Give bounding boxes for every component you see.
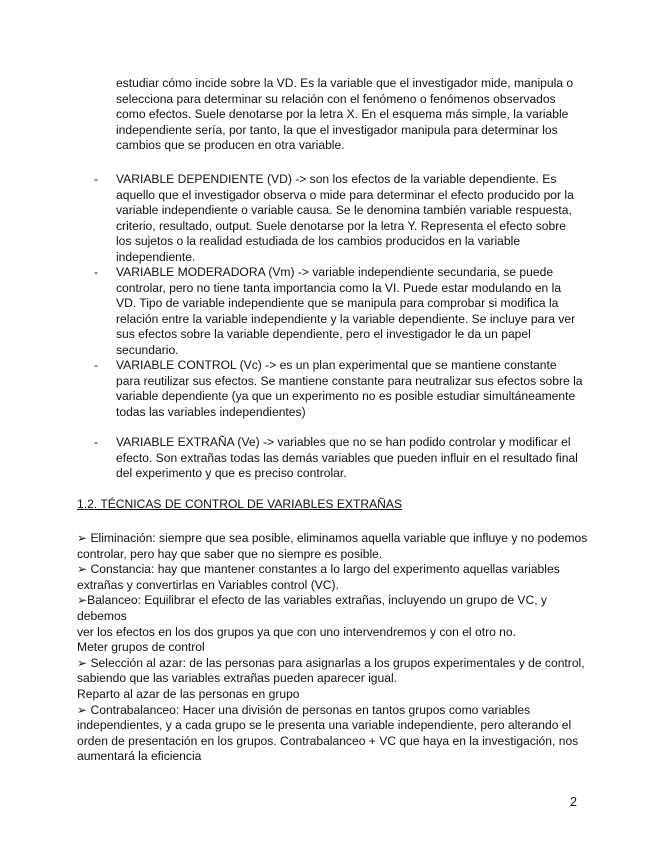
variable-extrana-item: VARIABLE EXTRAÑA (Ve) -> variables que no se han podido controlar y modificar el efecto. Son extrañas todas las demás variables que pueden influir en el resultado final del experimento y que es preciso controlar. (116, 435, 578, 481)
list-dash: - (94, 435, 99, 449)
technique-constancia: ➢ Constancia: hay que mantener constantes a lo largo del experimento aquellas variables extrañas y convertirlas en Variables control (VC). (77, 562, 560, 592)
technique-balanceo-cont: ver los efectos en los dos grupos ya que con uno intervendremos y con el otro no. (77, 624, 516, 639)
variable-dependiente-item: VARIABLE DEPENDIENTE (VD) -> son los efectos de la variable dependiente. Es aquello que el investigador observa o mide para determinar el efecto producido por la variable independiente o variable causa. Se le denomina también variable respuesta, criterio, resultado, output. Suele denotarse por la letra Y. Representa el efecto sobre los sujetos o la realidad estudiada de los cambios producidos en la variable independiente. (116, 172, 574, 264)
technique-seleccion-azar: ➢ Selección al azar: de las personas para asignarlas a los grupos experimentales y de control, sabiendo que las variables extrañas pueden aparecer igual. (77, 655, 585, 686)
variable-control-item: VARIABLE CONTROL (Vc) -> es un plan experimental que se mantiene constante para reutilizar sus efectos. Se mantiene constante para neutralizar sus efectos sobre la variable dependiente (ya que un experimento no es posible estudiar simultáneamente todas las variables independientes) (116, 358, 583, 419)
technique-note: Meter grupos de control (77, 640, 205, 655)
technique-balanceo: ➢Balanceo: Equilibrar el efecto de las variables extrañas, incluyendo un grupo de VC, y debemos (77, 593, 547, 623)
technique-contrabalanceo: ➢ Contrabalanceo: Hacer una división de personas en tantos grupos como variables independientes, y a cada grupo se le presenta una variable independiente, pero alterando el orden de presentación en los grupos. Contrabalanceo + VC que haya en la investigación, nos aumentará la eficiencia (77, 702, 579, 764)
variable-moderadora-item: VARIABLE MODERADORA (Vm) -> variable independiente secundaria, se puede controlar, pero no tiene tanta importancia como la VI. Puede estar modulando en la VD. Tipo de variable independiente que se manipula para comprobar si modifica la relación entre la variable independiente y la variable dependiente. Se incluye para ver sus efectos sobre la variable dependiente, pero el investigador le da un papel secundario. (116, 265, 576, 357)
intro-paragraph: estudiar cómo incide sobre la VD. Es la variable que el investigador mide, manipula o selecciona para determinar su relación con el fenómeno o fenómenos observados como efectos. Suele denotarse por la letra X. En el esquema más simple, la variable independiente sería, por tanto, la que el investigador manipula para determinar los cambios que se producen en otra variable. (116, 76, 574, 153)
list-dash: - (94, 358, 99, 372)
page-number: 2 (570, 795, 577, 809)
list-dash: - (94, 172, 99, 186)
list-dash: - (94, 265, 99, 279)
section-heading: 1.2. TÉCNICAS DE CONTROL DE VARIABLES EXTRAÑAS (77, 497, 403, 511)
technique-note: Reparto al azar de las personas en grupo (77, 686, 300, 701)
technique-eliminacion: ➢ Eliminación: siempre que sea posible, eliminamos aquella variable que influye y no podemos controlar, pero hay que saber que no siempre es posible. (77, 531, 588, 561)
techniques-list (77, 531, 589, 765)
